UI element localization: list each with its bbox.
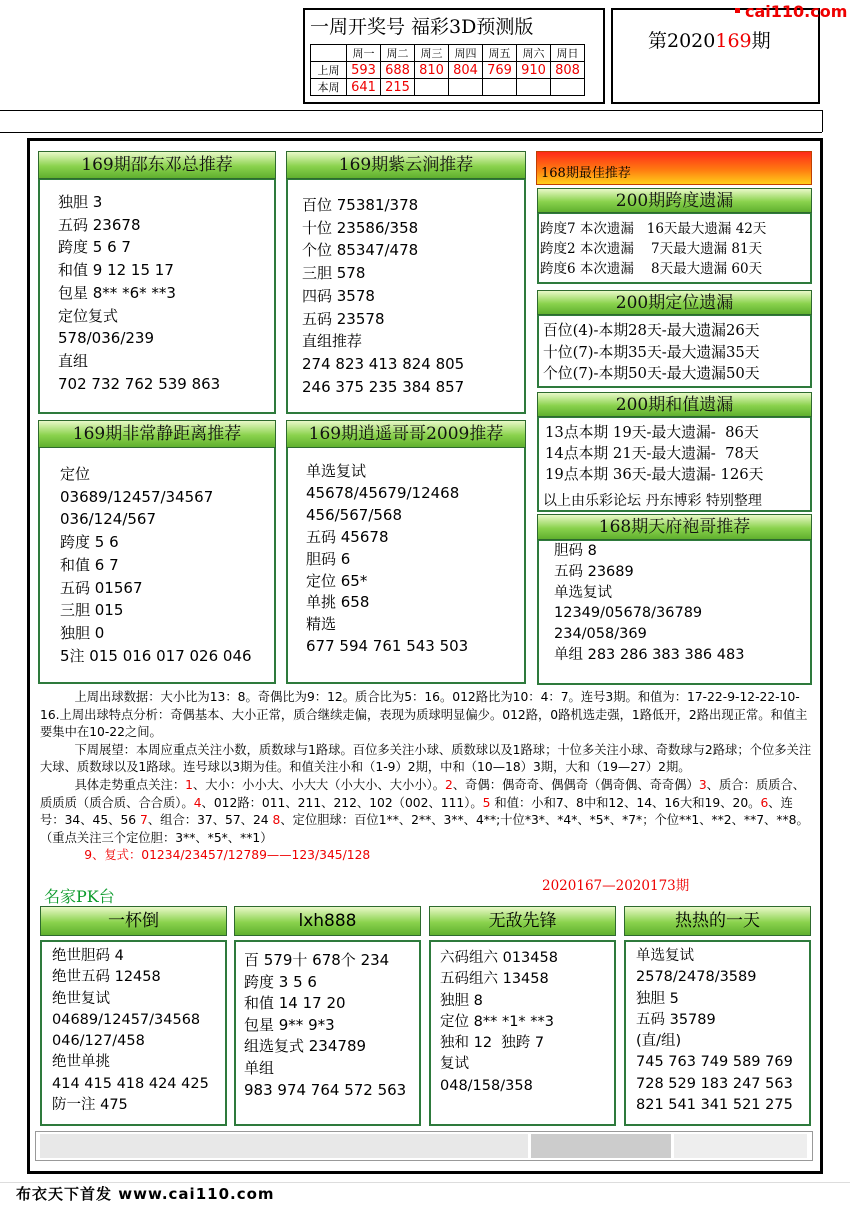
result-cell (415, 79, 449, 96)
line: 和值 9 12 15 17 (58, 261, 174, 280)
line: 983 974 764 572 563 (244, 1080, 407, 1099)
item-number: 4 (193, 795, 202, 810)
result-cell (449, 79, 483, 96)
weekday-cell: 周三 (415, 45, 449, 62)
hezhi-note: 以上由乐彩论坛 丹东博彩 特别整理 (543, 493, 762, 509)
line: 个位(7)-本期50天-最大遗漏50天 (543, 365, 760, 382)
issue-number (648, 26, 771, 53)
weekday-cell: 周五 (483, 45, 517, 62)
line: 三胆 015 (60, 601, 124, 620)
bottom-bar-segment (674, 1134, 807, 1158)
line: 独和 12 独跨 7 (440, 1035, 545, 1052)
line: 四码 3578 (302, 286, 375, 305)
result-cell (517, 79, 551, 96)
text-segment: 、012路：011、211、212、102（002、111）。 (201, 795, 483, 810)
line: 五码 35789 (636, 1011, 716, 1028)
result-cell: 804 (449, 62, 483, 79)
panel-shao-title: 169期邵东邓总推荐 (38, 151, 276, 179)
weekday-cell: 周四 (449, 45, 483, 62)
line: 单选复试 (636, 948, 694, 964)
analysis-paragraph-2: 下周展望：本周应重点关注小数，质数球与1路球。百位多关注小球、质数球以及1路球；十位多关注小球、奇数球与2路球；个位多关注大球、质数球以及1路球。连号球以3期为佳。和值关注小和（1-9）2期，中和（10—18）3期，大和（19—27）2期。 (40, 742, 812, 775)
line: 048/158/358 (440, 1077, 533, 1094)
line: 274 823 413 824 805 (302, 354, 465, 373)
weekly-results-table (310, 44, 585, 96)
line: 百位(4)-本期28天-最大遗漏26天 (543, 322, 760, 339)
line: 五码 23578 (302, 309, 385, 328)
line: 跨度 5 6 7 (58, 238, 131, 257)
panel-hezhi-title: 200期和值遗漏 (537, 392, 812, 417)
line: 五码 45678 (306, 527, 389, 546)
line: 728 529 183 247 563 (636, 1075, 793, 1092)
text-segment: 和值：小和7、8中和12、14、16大和19、20。 (490, 795, 761, 810)
line: 12349/05678/36789 (554, 605, 703, 622)
line: 5注 015 016 017 026 046 (60, 646, 252, 665)
analysis-paragraph-1: 上周出球数据：大小比为13：8。奇偶比为9：12。质合比为5：16。012路比为10：4：7。连号3期。和值为：17-22-9-12-22-10-16.上周出球特点分析：奇偶基本、大小正常，质合继续走偏，表现为质球明显偏少。012路，0路机选走强，1路低开，2路出现正常。和值主要集中在10-22之间。 (40, 690, 808, 740)
panel-lxh-lines (244, 950, 406, 1101)
weekday-cell: 周一 (347, 45, 381, 62)
result-cell: 688 (381, 62, 415, 79)
famous-pk-label: 名家PK台 (44, 887, 115, 906)
line: 单选复试 (554, 584, 612, 601)
line: 百位 75381/378 (302, 196, 419, 214)
text-segment: 、连号：34、45、56 (40, 795, 793, 828)
bottom-bar-segment (40, 1134, 528, 1158)
issue-suffix: 期 (751, 30, 771, 52)
line: 独胆 3 (58, 193, 103, 211)
line: 绝世五码 12458 (52, 969, 161, 986)
line: 2578/2478/3589 (636, 969, 757, 986)
line: 单选复试 (306, 462, 367, 480)
line: 胆码 8 (554, 543, 597, 559)
panel-tianfu-title: 168期天府袍哥推荐 (537, 514, 812, 540)
line: 个位 85347/478 (302, 241, 419, 260)
line: 六码组六 013458 (440, 950, 558, 966)
line: 胆码 6 (306, 549, 351, 568)
panel-kuadu-title: 200期跨度遗漏 (537, 188, 812, 213)
item-number: 6 (760, 795, 769, 810)
text-segment: 、组合：37、57、24 (147, 813, 273, 828)
line: 绝世胆码 4 (52, 948, 124, 964)
line: 跨度7 本次遗漏 16天最大遗漏 42天 (540, 221, 767, 237)
line: 跨度2 本次遗漏 7天最大遗漏 81天 (540, 241, 763, 257)
item-number: 7 (140, 813, 148, 828)
line: 046/127/458 (52, 1033, 145, 1050)
line: 04689/12457/34568 (52, 1011, 201, 1028)
line: 包星 8** *6* **3 (58, 283, 176, 302)
panel-xiaoyao-title: 169期逍遥哥哥2009推荐 (286, 420, 526, 448)
line: 百 579十 678个 234 (244, 951, 390, 969)
line: 组选复式 234789 (244, 1037, 367, 1056)
line: 绝世单挑 (52, 1054, 110, 1071)
line: 跨度6 本次遗漏 8天最大遗漏 60天 (540, 261, 763, 277)
line: 和值 6 7 (60, 555, 119, 574)
line: 414 415 418 424 425 (52, 1075, 209, 1092)
issue-prefix: 第2020 (648, 30, 716, 52)
line: 包星 9** 9*3 (244, 1015, 335, 1034)
line: 45678/45679/12468 (306, 483, 460, 502)
text-segment: 、定位胆球：百位1**、2**、3**、4**;十位*3*、*4*、*5*、*7*；个位**1、**2、**7、**8。（重点关注三个定位胆：3**、*5*、**1） (40, 813, 809, 845)
panel-lxh-title: lxh888 (234, 906, 421, 936)
logo-dot-icon (735, 8, 740, 13)
issue-number-value: 169 (715, 30, 752, 52)
panel-feichang-lines (60, 463, 252, 667)
panel-kuadu-lines (540, 219, 766, 279)
panel-ziyun-lines (302, 194, 464, 398)
issue-box (611, 8, 820, 104)
line: 和值 14 17 20 (244, 994, 346, 1013)
line: 复试 (440, 1056, 469, 1073)
header-title: 一周开奖号 福彩3D预测版 (310, 16, 534, 38)
line: (直/组) (636, 1033, 682, 1050)
last-week-row (311, 62, 585, 79)
line: 独胆 0 (60, 623, 105, 642)
line: 直组推荐 (302, 332, 363, 351)
line: 独胆 8 (440, 992, 483, 1009)
line: 定位 8** *1* **3 (440, 1013, 555, 1030)
line: 五码 23689 (554, 563, 634, 580)
footer-text: 布衣天下首发 www.cai110.com (16, 1185, 275, 1203)
panel-xiaoyao-lines (306, 461, 468, 658)
panel-hezhi-lines (545, 422, 763, 485)
divider (822, 110, 823, 132)
weekday-cell: 周二 (381, 45, 415, 62)
text-segment: 、奇偶：偶奇奇、偶偶奇（偶奇偶、奇奇偶） (452, 777, 699, 792)
divider (0, 110, 822, 111)
result-cell (551, 79, 585, 96)
panel-dingwei-lines (543, 320, 760, 385)
analysis-paragraph-3 (40, 777, 812, 847)
line: 定位 65* (306, 571, 368, 590)
line: 13点本期 19天-最大遗漏- 86天 (545, 424, 759, 441)
panel-wudi-lines (440, 948, 558, 1097)
line: 跨度 3 5 6 (244, 972, 317, 991)
line: 578/036/239 (58, 329, 154, 348)
result-cell: 641 (347, 79, 381, 96)
item-number: 1 (185, 777, 193, 792)
result-cell: 593 (347, 62, 381, 79)
line: 直组 (58, 351, 89, 370)
panel-wudi-title: 无敌先锋 (429, 906, 616, 936)
bottom-bar-segment (531, 1134, 671, 1158)
analysis-paragraph-4: 9、复式：01234/23457/12789——123/345/128 (84, 848, 371, 863)
divider (0, 132, 822, 133)
panel-tianfu-lines (554, 541, 744, 666)
line: 定位复式 (58, 306, 119, 325)
line: 防一注 475 (52, 1097, 128, 1114)
line: 456/567/568 (306, 505, 402, 524)
text-segment: 具体走势重点关注： (74, 777, 186, 792)
item-number: 8 (272, 813, 281, 828)
row-label: 上周 (311, 62, 347, 79)
line: 677 594 761 543 503 (306, 637, 469, 656)
panel-rere-lines (636, 946, 793, 1116)
line: 单挑 658 (306, 593, 370, 612)
line: 三胆 578 (302, 264, 366, 283)
line: 绝世复试 (52, 990, 110, 1007)
line: 234/058/369 (554, 626, 647, 643)
panel-feichang-title: 169期非常静距离推荐 (38, 420, 276, 448)
result-cell: 215 (381, 79, 415, 96)
panel-shao-lines (58, 191, 220, 395)
analysis-text (40, 689, 812, 865)
item-number: 5 (482, 795, 491, 810)
line: 745 763 749 589 769 (636, 1054, 793, 1071)
this-week-row (311, 79, 585, 96)
site-logo[interactable]: cai110.com (745, 2, 848, 21)
panel-yibei-title: 一杯倒 (40, 906, 227, 936)
panel-ziyun-title: 169期紫云涧推荐 (286, 151, 526, 179)
line: 十位 23586/358 (302, 218, 419, 237)
line: 702 732 762 539 863 (58, 374, 221, 393)
panel-dingwei-title: 200期定位遗漏 (537, 290, 812, 315)
line: 821 541 341 521 275 (636, 1097, 793, 1114)
text-segment: 、大小：小小大、小大大（小大小、大小小）。 (192, 777, 446, 792)
result-cell (483, 79, 517, 96)
line: 五码组六 13458 (440, 971, 549, 988)
line: 单组 283 286 383 386 483 (554, 646, 745, 663)
panel-yibei-lines (52, 946, 209, 1116)
line: 246 375 235 384 857 (302, 377, 465, 396)
line: 五码 01567 (60, 578, 143, 597)
line: 03689/12457/34567 (60, 487, 214, 506)
line: 五码 23678 (58, 215, 141, 234)
line: 单组 (244, 1058, 275, 1077)
weekday-row (311, 45, 585, 62)
weekday-cell: 周六 (517, 45, 551, 62)
best-recommend-title: 168期最佳推荐 (536, 151, 812, 185)
line: 跨度 5 6 (60, 533, 119, 552)
date-range: 2020167—2020173期 (542, 878, 690, 894)
line: 定位 (60, 465, 91, 483)
line: 14点本期 21天-最大遗漏- 78天 (545, 445, 759, 462)
line: 独胆 5 (636, 990, 679, 1007)
item-number: 2 (445, 777, 453, 792)
weekday-cell: 周日 (551, 45, 585, 62)
blank-cell (311, 45, 347, 62)
line: 036/124/567 (60, 510, 156, 529)
result-cell: 769 (483, 62, 517, 79)
panel-rere-title: 热热的一天 (624, 906, 811, 936)
line: 19点本期 36天-最大遗漏- 126天 (545, 466, 764, 483)
result-cell: 810 (415, 62, 449, 79)
line: 十位(7)-本期35天-最大遗漏35天 (543, 343, 760, 361)
item-number: 3 (698, 777, 707, 792)
result-cell: 808 (551, 62, 585, 79)
result-cell: 910 (517, 62, 551, 79)
line: 精选 (306, 615, 337, 634)
row-label: 本周 (311, 79, 347, 96)
text-segment: 、质合：质质合、质质质（质合质、合合质）。 (40, 777, 806, 810)
